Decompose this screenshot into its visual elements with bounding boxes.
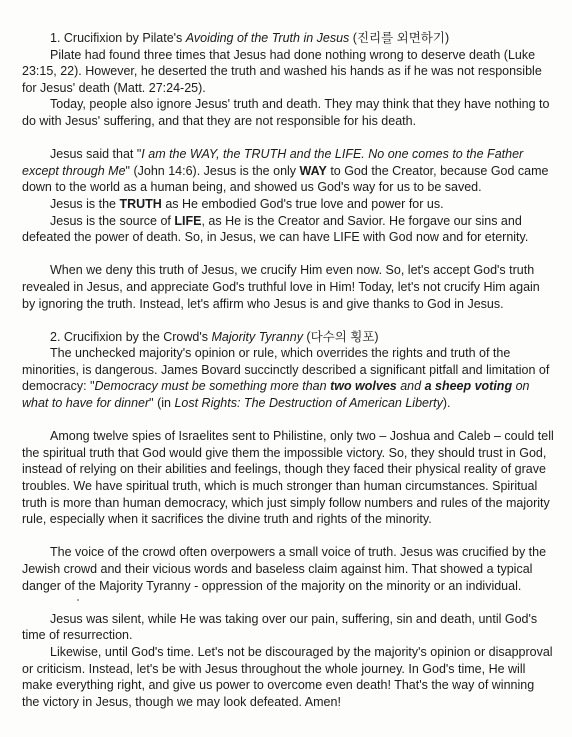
- paragraph-life: [22, 213, 554, 246]
- paragraph-gap: [22, 130, 554, 147]
- paragraph-democracy: [22, 345, 554, 411]
- text-run: Jesus is the source of: [50, 213, 175, 228]
- paragraph: Among twelve spies of Israelites sent to Philistine, only two – Joshua and Caleb – could tell the spiritual truth that God would give them the impossible victory. So, they should trust in God, instead of relying on their abilities and feelings, though they faced their physical reality of grave troubles. We have spiritual truth, which is much stronger than human circumstances. Spiritual truth is more than human democracy, which just simply follow numbers and rules of the majority rule, especially when it sacrifices the divine truth and rights of the minority.: [22, 429, 554, 527]
- paragraph: Today, people also ignore Jesus' truth and death. They may think that they have nothing to do with Jesus' suffering, and that they are not responsible for his death.: [22, 97, 550, 128]
- text-run: as He embodied God's true love and power for us.: [161, 196, 444, 211]
- text-run: on what to have for dinner: [22, 379, 530, 411]
- section-heading-1: [22, 30, 554, 47]
- text-run: and: [396, 379, 425, 394]
- section-heading-2: [22, 329, 554, 346]
- text-run: The unchecked majority's opinion or rule, which overrides the rights and truth of the minorities, is dangerous. James Bovard succinctly described a significant pitfall and limitation of democracy: ": [22, 346, 550, 394]
- paragraph: Pilate had found three times that Jesus had done nothing wrong to deserve death (Luke 23:15, 22). However, he deserted the truth and washed his hands as if he was not responsible for Jesus' death (Matt. 27:24-25).: [22, 47, 542, 95]
- heading-1-korean: (진리를 외면하기): [349, 31, 450, 45]
- paragraph: The voice of the crowd often overpowers a small voice of truth. Jesus was crucified by the Jewish crowd and their vicious words and baseless claim against him. That showed a typical danger of the Majority Tyranny - oppression of the majority on the minority or an individual.: [22, 545, 547, 593]
- emphasis-sheep-voting: a sheep voting: [424, 379, 513, 394]
- paragraph-gap: [22, 594, 554, 611]
- paragraph: Jesus was silent, while He was taking over our pain, suffering, sin and death, until God's time of resurrection.: [22, 611, 538, 643]
- text-run: , as He is the Creator and Savior. He forgave our sins and defeated the power of death. So, in Jesus, we can have LIFE with God now and for eternity.: [22, 213, 529, 245]
- text-run: Democracy must be something more than: [94, 379, 331, 394]
- paragraph-truth: [22, 196, 554, 213]
- heading-2-title: Majority Tyranny: [211, 329, 303, 344]
- text-run: " (John 14:6). Jesus is the only: [125, 163, 300, 178]
- book-title: Lost Rights: The Destruction of American Liberty: [174, 396, 443, 411]
- text-run: Jesus said that ": [50, 147, 142, 162]
- paragraph: Likewise, until God's time. Let's not be discouraged by the majority's opinion or disapproval or criticism. Instead, let's be with Jesus throughout the whole journey. In God's time, He will make everything right, and give us power to overcome even death! That's the way of winning the victory in Jesus, though we may look defeated. Amen!: [22, 644, 553, 709]
- scripture-quote: I am the WAY, the TRUTH and the LIFE. No one comes to the Father except through Me: [22, 147, 524, 178]
- emphasis-life: LIFE: [174, 213, 202, 228]
- text-run: to God the Creator, because God came down to the world as a human being, and showed us God's way for us to be saved.: [22, 163, 549, 195]
- emphasis-truth: TRUTH: [119, 196, 162, 211]
- paragraph: When we deny this truth of Jesus, we crucify Him even now. So, let's accept God's truth revealed in Jesus, and appreciate God's truthful love in Him! Today, let's not crucify Him again by ignoring the truth. Instead, let's affirm who Jesus is and give thanks to God in Jesus.: [22, 263, 540, 311]
- text-run: " (in: [149, 396, 175, 411]
- paragraph-gap: [22, 412, 554, 429]
- heading-2-korean: (다수의 횡포): [302, 329, 379, 344]
- paragraph-gap: [22, 246, 554, 263]
- paragraph-gap: [22, 312, 554, 329]
- text-run: ).: [442, 396, 451, 411]
- text-run: Jesus is the: [50, 196, 120, 211]
- emphasis-way: WAY: [299, 163, 327, 178]
- emphasis-two-wolves: two wolves: [330, 379, 397, 394]
- heading-1-prefix: 1. Crucifixion by Pilate's: [50, 31, 186, 45]
- heading-2-prefix: 2. Crucifixion by the Crowd's: [50, 329, 212, 344]
- paragraph-john-quote: [22, 146, 554, 196]
- paragraph-gap: [22, 528, 554, 545]
- scan-speck: [77, 599, 79, 601]
- heading-1-title: Avoiding of the Truth in Jesus: [185, 31, 350, 45]
